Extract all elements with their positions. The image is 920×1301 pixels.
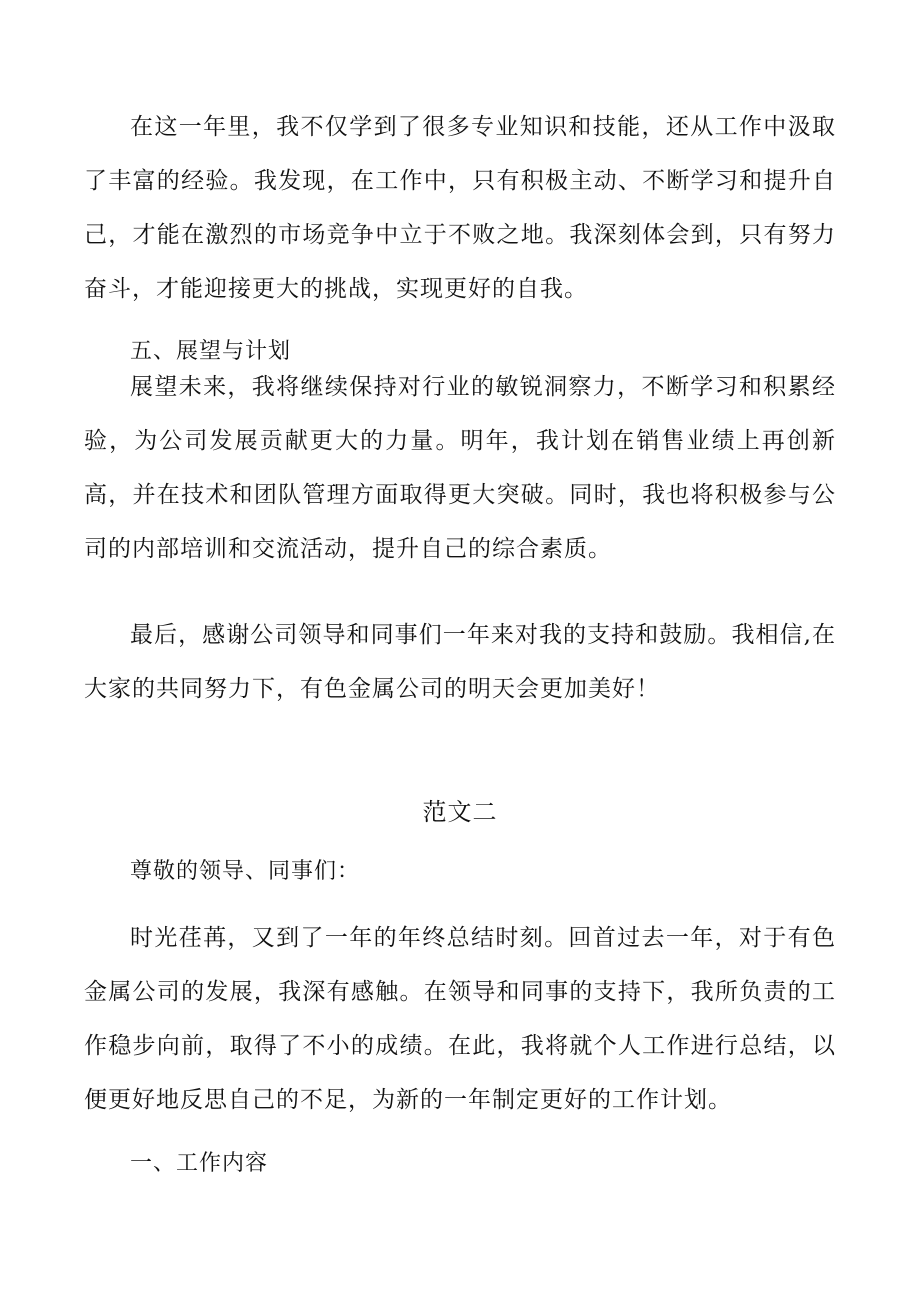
closing-paragraph: 最后，感谢公司领导和同事们一年来对我的支持和鼓励。我相信,在大家的共同努力下，有色金属公司的明天会更加美好！ bbox=[84, 622, 836, 702]
reflection-paragraph: 在这一年里，我不仅学到了很多专业知识和技能，还从工作中汲取了丰富的经验。我发现，在工作中，只有积极主动、不断学习和提升自己，才能在激烈的市场竞争中立于不败之地。我深刻体会到，只有努力奋斗，才能迎接更大的挑战，实现更好的自我。 bbox=[84, 114, 836, 302]
sample-two-title: 范文二 bbox=[422, 798, 498, 826]
intro-paragraph: 时光荏苒，又到了一年的年终总结时刻。回首过去一年，对于有色金属公司的发展，我深有感触。在领导和同事的支持下，我所负责的工作稳步向前，取得了不小的成绩。在此，我将就个人工作进行总结，以便更好地反思自己的不足，为新的一年制定更好的工作计划。 bbox=[84, 925, 836, 1113]
section-one-heading: 一、工作内容 bbox=[130, 1151, 269, 1176]
section-five-heading: 五、展望与计划 bbox=[130, 339, 292, 364]
greeting-line: 尊敬的领导、同事们： bbox=[130, 859, 361, 884]
outlook-paragraph: 展望未来，我将继续保持对行业的敏锐洞察力，不断学习和积累经验，为公司发展贡献更大的力量。明年，我计划在销售业绩上再创新高，并在技术和团队管理方面取得更大突破。同时，我也将积极参与公司的内部培训和交流活动，提升自己的综合素质。 bbox=[84, 374, 836, 562]
